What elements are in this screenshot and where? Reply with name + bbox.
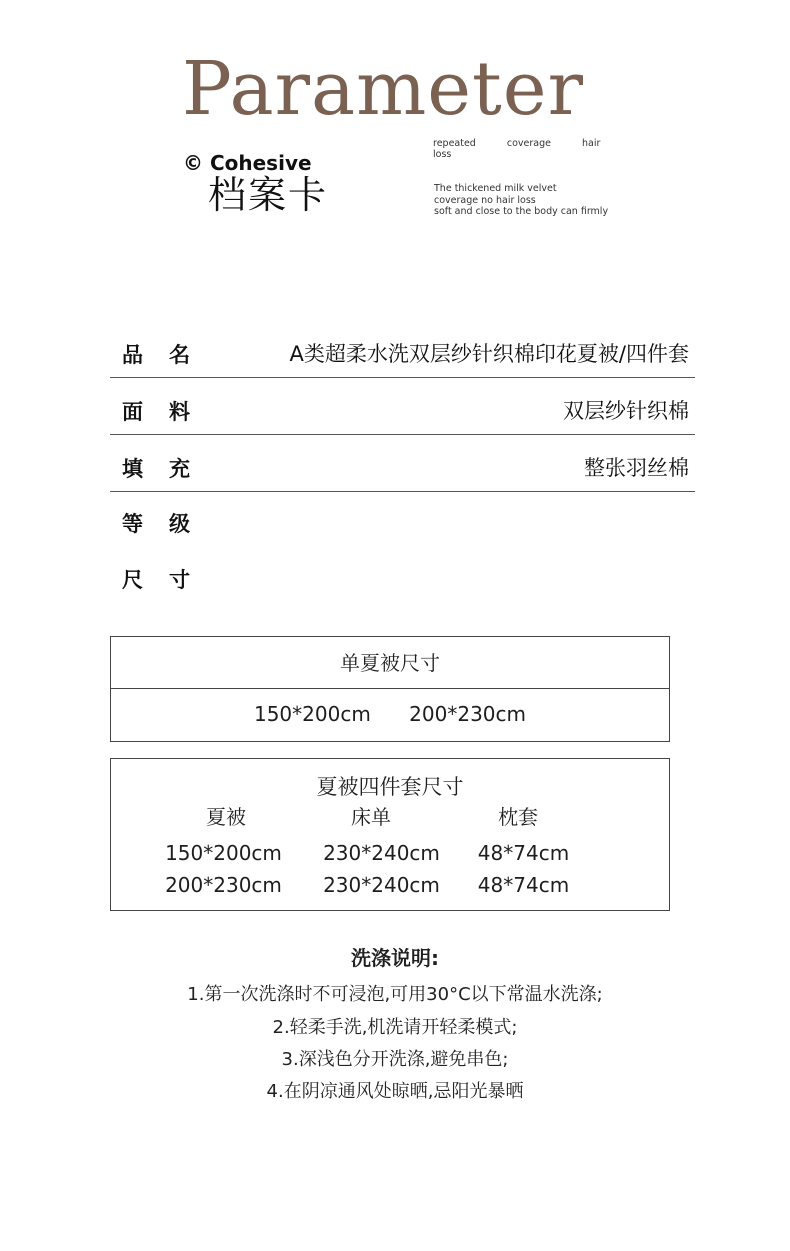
single-quilt-size-box [110, 636, 670, 742]
param-label: 面料 [122, 400, 216, 424]
washing-instruction: 2.轻柔手洗,机洗请开轻柔模式; [272, 1017, 518, 1038]
param-row-filling [110, 451, 695, 492]
param-row-fabric [110, 394, 695, 435]
four-piece-set-size-box [110, 758, 670, 911]
table-cell: 48*74cm [477, 873, 570, 897]
column-header-pillowcase: 枕套 [498, 805, 538, 829]
copyright-brand: © Cohesive [183, 151, 312, 175]
set-size-title: 夏被四件套尺寸 [316, 775, 464, 799]
product-description [434, 183, 654, 218]
size-value: 200*230cm [409, 702, 526, 726]
brand-title: Parameter [182, 46, 584, 132]
table-cell: 48*74cm [477, 841, 570, 865]
description-line: The thickened milk velvet [434, 183, 557, 194]
description-line: coverage no hair loss [434, 194, 536, 206]
table-cell: 150*200cm [165, 841, 282, 865]
tag: coverage [506, 138, 551, 149]
column-header-sheet: 床单 [351, 805, 391, 829]
table-cell: 200*230cm [165, 873, 282, 897]
param-row-grade [110, 506, 695, 546]
param-label: 填充 [122, 457, 216, 481]
param-value: A类超柔水洗双层纱针织棉印花夏被/四件套 [289, 342, 689, 366]
feature-tags [433, 138, 613, 160]
washing-instruction: 3.深浅色分开洗涤,避免串色; [281, 1049, 509, 1070]
param-row-size [110, 562, 695, 602]
washing-title: 洗涤说明: [351, 946, 439, 970]
single-quilt-sizes [111, 689, 669, 740]
param-value: 双层纱针织棉 [563, 399, 689, 423]
table-cell: 230*240cm [323, 873, 440, 897]
tag: repeated [433, 138, 476, 149]
param-label: 尺寸 [122, 568, 216, 592]
washing-instruction: 4.在阴凉通风处晾晒,忌阳光暴晒 [266, 1081, 524, 1102]
tag: hair loss [433, 138, 601, 160]
single-quilt-size-title: 单夏被尺寸 [111, 637, 669, 689]
param-row-name [110, 337, 695, 378]
param-label: 品名 [122, 343, 216, 367]
table-cell: 230*240cm [323, 841, 440, 865]
card-label: 档案卡 [208, 173, 329, 217]
param-value: 整张羽丝棉 [584, 456, 689, 480]
param-label: 等级 [122, 512, 216, 536]
size-value: 150*200cm [253, 702, 371, 726]
washing-instruction: 1.第一次洗涤时不可浸泡,可用30°C以下常温水洗涤; [187, 984, 603, 1005]
description-line: soft and close to the body can firmly [434, 206, 609, 217]
column-header-quilt: 夏被 [206, 805, 246, 829]
